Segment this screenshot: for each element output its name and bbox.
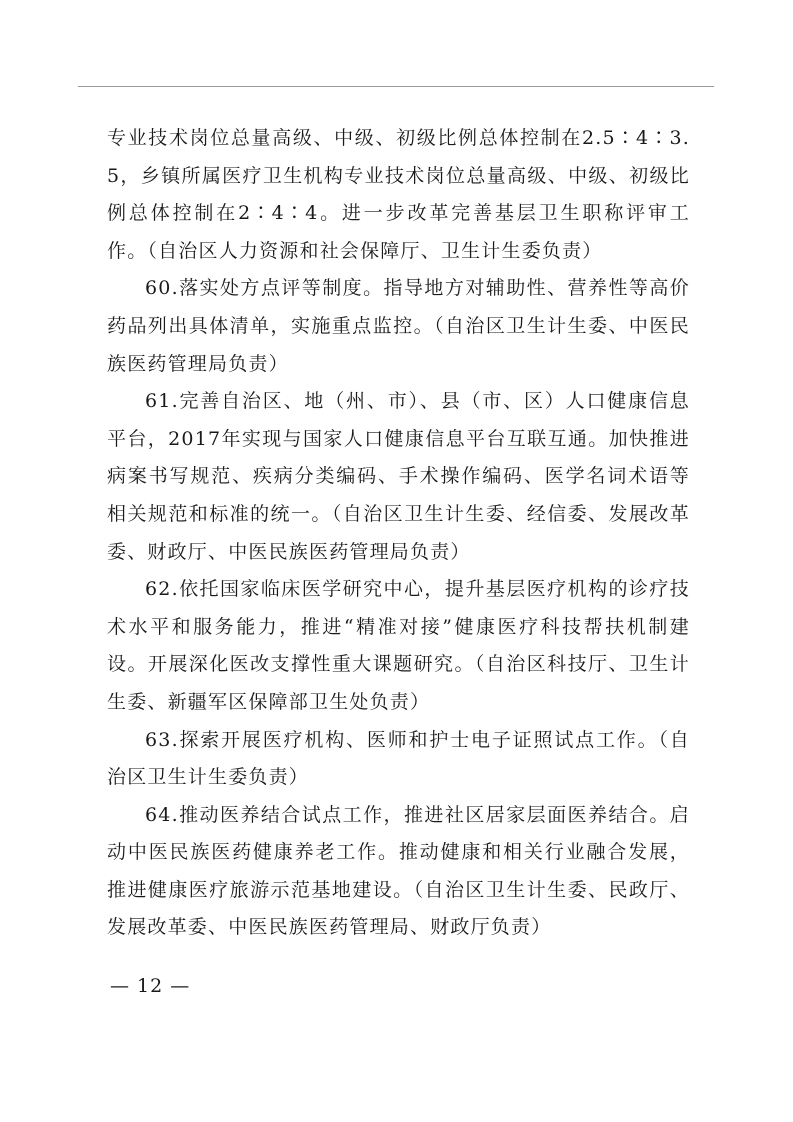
page-number: — 12 —	[110, 975, 191, 997]
paragraph-item-64: 64.推动医养结合试点工作，推进社区居家层面医养结合。启动中医民族医药健康养老工作。推动健康和相关行业融合发展，推进健康医疗旅游示范基地建设。（自治区卫生计生委、民政厅、发展改革委、中医民族医药管理局、财政厅负责）	[107, 803, 690, 939]
document-body	[107, 120, 690, 947]
paragraph-continuation: 专业技术岗位总量高级、中级、初级比例总体控制在2.5∶4∶3.5，乡镇所属医疗卫生机构专业技术岗位总量高级、中级、初级比例总体控制在2∶4∶4。进一步改革完善基层卫生职称评审工作。（自治区人力资源和社会保障厅、卫生计生委负责）	[107, 127, 690, 262]
paragraph-item-61: 61.完善自治区、地（州、市）、县（市、区）人口健康信息平台，2017年实现与国家人口健康信息平台互联互通。加快推进病案书写规范、疾病分类编码、手术操作编码、医学名词术语等相关规范和标准的统一。（自治区卫生计生委、经信委、发展改革委、财政厅、中医民族医药管理局负责）	[107, 390, 690, 563]
paragraph-item-60: 60.落实处方点评等制度。指导地方对辅助性、营养性等高价药品列出具体清单，实施重点监控。（自治区卫生计生委、中医民族医药管理局负责）	[107, 277, 690, 375]
paragraph-item-63: 63.探索开展医疗机构、医师和护士电子证照试点工作。（自治区卫生计生委负责）	[107, 728, 690, 789]
paragraph-item-62: 62.依托国家临床医学研究中心，提升基层医疗机构的诊疗技术水平和服务能力，推进“精准对接”健康医疗科技帮扶机制建设。开展深化医改支撑性重大课题研究。（自治区科技厅、卫生计生委、新疆军区保障部卫生处负责）	[107, 578, 690, 713]
header-rule	[78, 86, 714, 87]
